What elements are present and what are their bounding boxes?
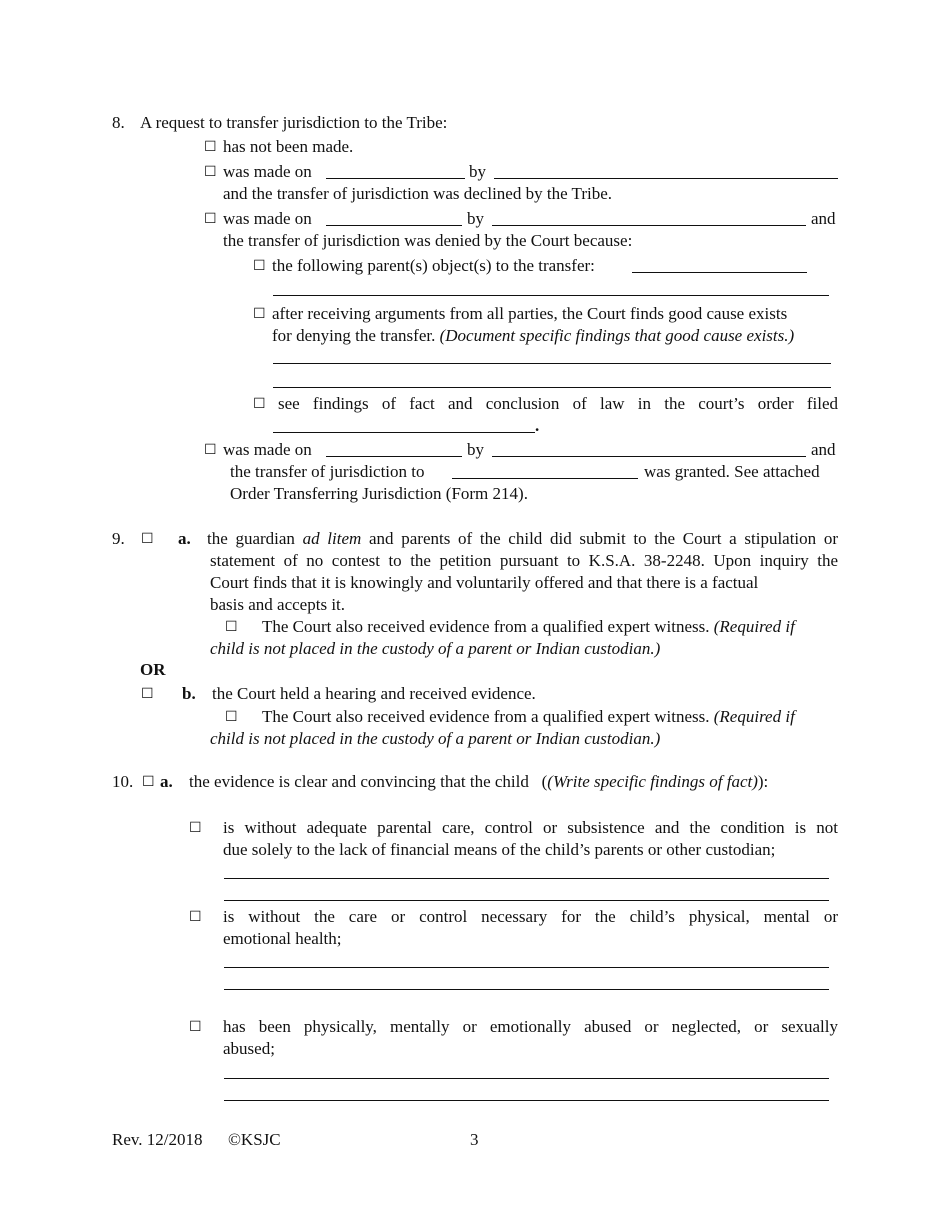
label-10a: a. <box>160 772 173 791</box>
expert-witness-9b: The Court also received evidence from a qualified expert witness. (Required if <box>262 707 795 726</box>
checkbox-9a[interactable]: ☐ <box>141 531 154 547</box>
care-control-line-2: emotional health; <box>223 929 342 948</box>
checkbox-not-made[interactable]: ☐ <box>204 139 217 155</box>
expert-witness-9a: The Court also received evidence from a qualified expert witness. (Required if <box>262 617 795 636</box>
option-declined-continuation: and the transfer of jurisdiction was declined by the Tribe. <box>223 184 613 203</box>
order-filed-period: . <box>535 416 540 435</box>
checkbox-10a[interactable]: ☐ <box>142 774 155 790</box>
parent-objects-label: the following parent(s) object(s) to the transfer: <box>272 256 595 275</box>
checkbox-declined[interactable]: ☐ <box>204 164 217 180</box>
checkbox-see-findings[interactable]: ☐ <box>253 396 266 412</box>
footer-page-number: 3 <box>470 1130 479 1149</box>
adequate-care-line-1: is without adequate parental care, control or subsistence and the condition is not <box>223 818 838 837</box>
care-control-blank-2[interactable] <box>224 989 829 990</box>
checkbox-good-cause[interactable]: ☐ <box>253 306 266 322</box>
stipulation-line-2: statement of no contest to the petition pursuant to K.S.A. 38-2248. Upon inquiry the <box>210 551 838 570</box>
option-granted-transfer-to: the transfer of jurisdiction to <box>230 462 425 481</box>
option-declined-by: by <box>469 162 486 181</box>
see-findings-label: see findings of fact and conclusion of law in the court’s order filed <box>278 394 838 413</box>
abused-blank-2[interactable] <box>224 1100 829 1101</box>
adequate-care-blank-1[interactable] <box>224 878 829 879</box>
good-cause-blank-2[interactable] <box>273 387 831 388</box>
item-number-9: 9. <box>112 529 125 548</box>
checkbox-granted[interactable]: ☐ <box>204 442 217 458</box>
care-control-blank-1[interactable] <box>224 967 829 968</box>
good-cause-blank-1[interactable] <box>273 363 831 364</box>
option-granted-see-attached: was granted. See attached <box>644 462 820 481</box>
item-number-8: 8. <box>112 113 125 132</box>
option-granted-form-214: Order Transferring Jurisdiction (Form 214). <box>230 484 528 503</box>
granted-tribe-blank[interactable] <box>452 478 638 479</box>
footer-revision: Rev. 12/2018 <box>112 1130 203 1149</box>
checkbox-9b-expert[interactable]: ☐ <box>225 709 238 725</box>
checkbox-care-control[interactable]: ☐ <box>189 909 202 925</box>
option-declined-made-on: was made on <box>223 162 312 181</box>
checkbox-parent-objects[interactable]: ☐ <box>253 258 266 274</box>
footer-copyright: ©KSJC <box>228 1130 281 1149</box>
option-denied-made-on: was made on <box>223 209 312 228</box>
parent-objects-blank-1[interactable] <box>632 272 807 273</box>
checkbox-abused[interactable]: ☐ <box>189 1019 202 1035</box>
checkbox-9a-expert[interactable]: ☐ <box>225 619 238 635</box>
abused-line-1: has been physically, mentally or emotionally abused or neglected, or sexually <box>223 1017 838 1036</box>
parent-objects-blank-2[interactable] <box>273 295 829 296</box>
option-granted-and: and <box>811 440 836 459</box>
expert-required-note-9a: child is not placed in the custody of a parent or Indian custodian.) <box>210 639 661 658</box>
declined-by-blank[interactable] <box>494 178 838 179</box>
item-number-10: 10. <box>112 772 134 791</box>
adequate-care-line-2: due solely to the lack of financial means of the child’s parents or other custodian; <box>223 840 776 859</box>
declined-date-blank[interactable] <box>326 178 465 179</box>
option-denied-and: and <box>811 209 836 228</box>
or-divider: OR <box>140 660 166 679</box>
label-9a: a. <box>178 529 191 548</box>
stipulation-line-4: basis and accepts it. <box>210 595 346 614</box>
order-filed-blank[interactable] <box>273 432 535 433</box>
care-control-line-1: is without the care or control necessary for the child’s physical, mental or <box>223 907 838 926</box>
expert-required-note-9b: child is not placed in the custody of a parent or Indian custodian.) <box>210 729 661 748</box>
stipulation-line-1: the guardian ad litem and parents of the child did submit to the Court a stipulation or <box>207 529 839 548</box>
good-cause-line-1: after receiving arguments from all parties, the Court finds good cause exists <box>272 304 788 323</box>
abused-line-2: abused; <box>223 1039 275 1058</box>
stipulation-line-3: Court finds that it is knowingly and voluntarily offered and that there is a factual <box>210 573 759 592</box>
checkbox-adequate-care[interactable]: ☐ <box>189 820 202 836</box>
checkbox-9b[interactable]: ☐ <box>141 686 154 702</box>
clear-and-convincing-text: the evidence is clear and convincing that the child ((Write specific findings of fact)): <box>189 772 769 791</box>
option-not-made-label: has not been made. <box>223 137 354 156</box>
denied-date-blank[interactable] <box>326 225 462 226</box>
option-granted-made-on: was made on <box>223 440 312 459</box>
option-denied-by: by <box>467 209 484 228</box>
option-denied-continuation: the transfer of jurisdiction was denied by the Court because: <box>223 231 633 250</box>
adequate-care-blank-2[interactable] <box>224 900 829 901</box>
granted-date-blank[interactable] <box>326 456 462 457</box>
label-9b: b. <box>182 684 196 703</box>
checkbox-denied[interactable]: ☐ <box>204 211 217 227</box>
denied-by-blank[interactable] <box>492 225 806 226</box>
hearing-held-text: the Court held a hearing and received evidence. <box>212 684 536 703</box>
granted-by-blank[interactable] <box>492 456 806 457</box>
good-cause-line-2: for denying the transfer. (Document specific findings that good cause exists.) <box>272 326 795 345</box>
abused-blank-1[interactable] <box>224 1078 829 1079</box>
option-granted-by: by <box>467 440 484 459</box>
section-8-intro: A request to transfer jurisdiction to the Tribe: <box>140 113 448 132</box>
